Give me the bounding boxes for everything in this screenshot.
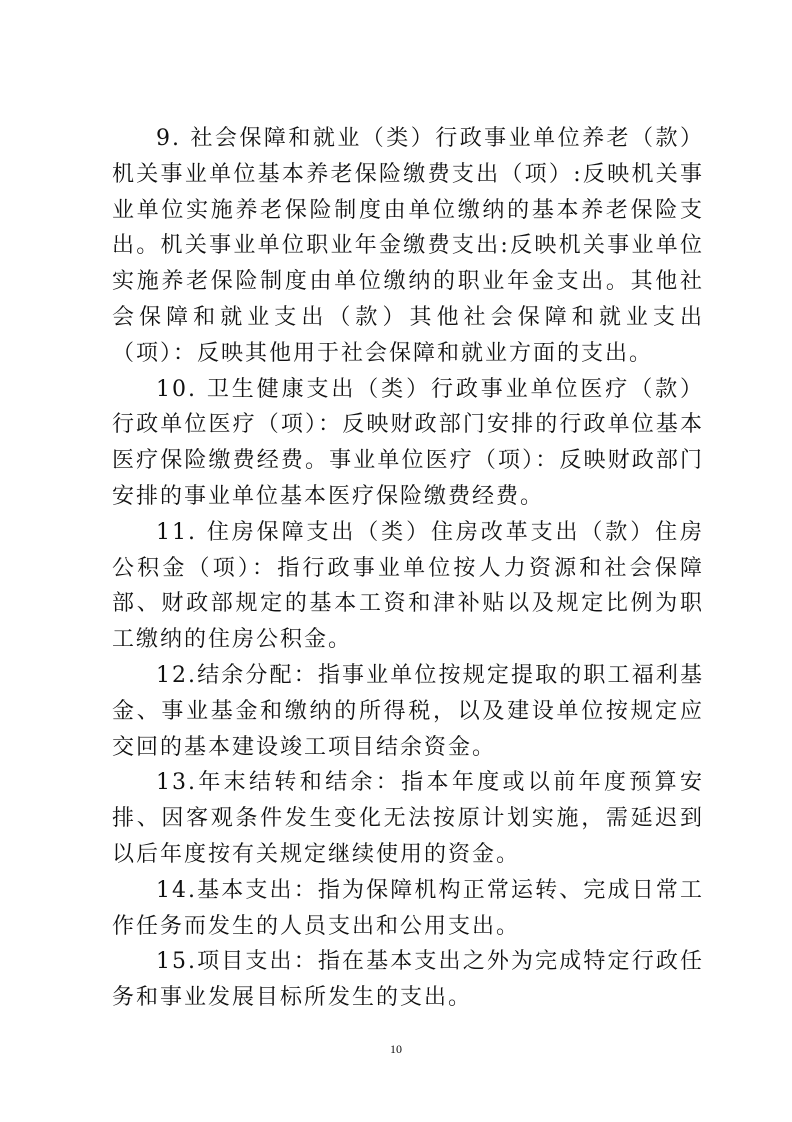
paragraph-item-15: 15.项目支出：指在基本支出之外为完成特定行政任务和事业发展目标所发生的支出。 (112, 949, 704, 1011)
paragraph-item-9: 9. 社会保障和就业（类）行政事业单位养老（款）机关事业单位基本养老保险缴费支出（项）:反映机关事业单位实施养老保险制度由单位缴纳的基本养老保险支出。机关事业单位职业年金缴费支出:反映机关事业单位实施养老保险制度由单位缴纳的职业年金支出。其他社会保障和就业支出（款）其他社会保障和就业支出（项）：反映其他用于社会保障和就业方面的支出。 (112, 126, 704, 366)
body-text (112, 121, 704, 1016)
paragraph-item-12: 12.结余分配：指事业单位按规定提取的职工福利基金、事业基金和缴纳的所得税，以及建设单位按规定应交回的基本建设竣工项目结余资金。 (112, 662, 704, 760)
paragraph-item-13: 13.年末结转和结余：指本年度或以前年度预算安排、因客观条件发生变化无法按原计划实施，需延迟到以后年度按有关规定继续使用的资金。 (112, 770, 704, 867)
paragraph-item-11: 11. 住房保障支出（类）住房改革支出（款）住房公积金（项）：指行政事业单位按人力资源和社会保障部、财政部规定的基本工资和津补贴以及规定比例为职工缴纳的住房公积金。 (112, 519, 704, 653)
page-number: 10 (390, 1042, 402, 1056)
paragraph-item-14: 14.基本支出：指为保障机构正常运转、完成日常工作任务而发生的人员支出和公用支出。 (112, 877, 704, 939)
paragraph-item-10: 10. 卫生健康支出（类）行政事业单位医疗（款）行政单位医疗（项）：反映财政部门安排的行政单位基本医疗保险缴费经费。事业单位医疗（项）：反映财政部门安排的事业单位基本医疗保险缴费经费。 (112, 376, 704, 509)
